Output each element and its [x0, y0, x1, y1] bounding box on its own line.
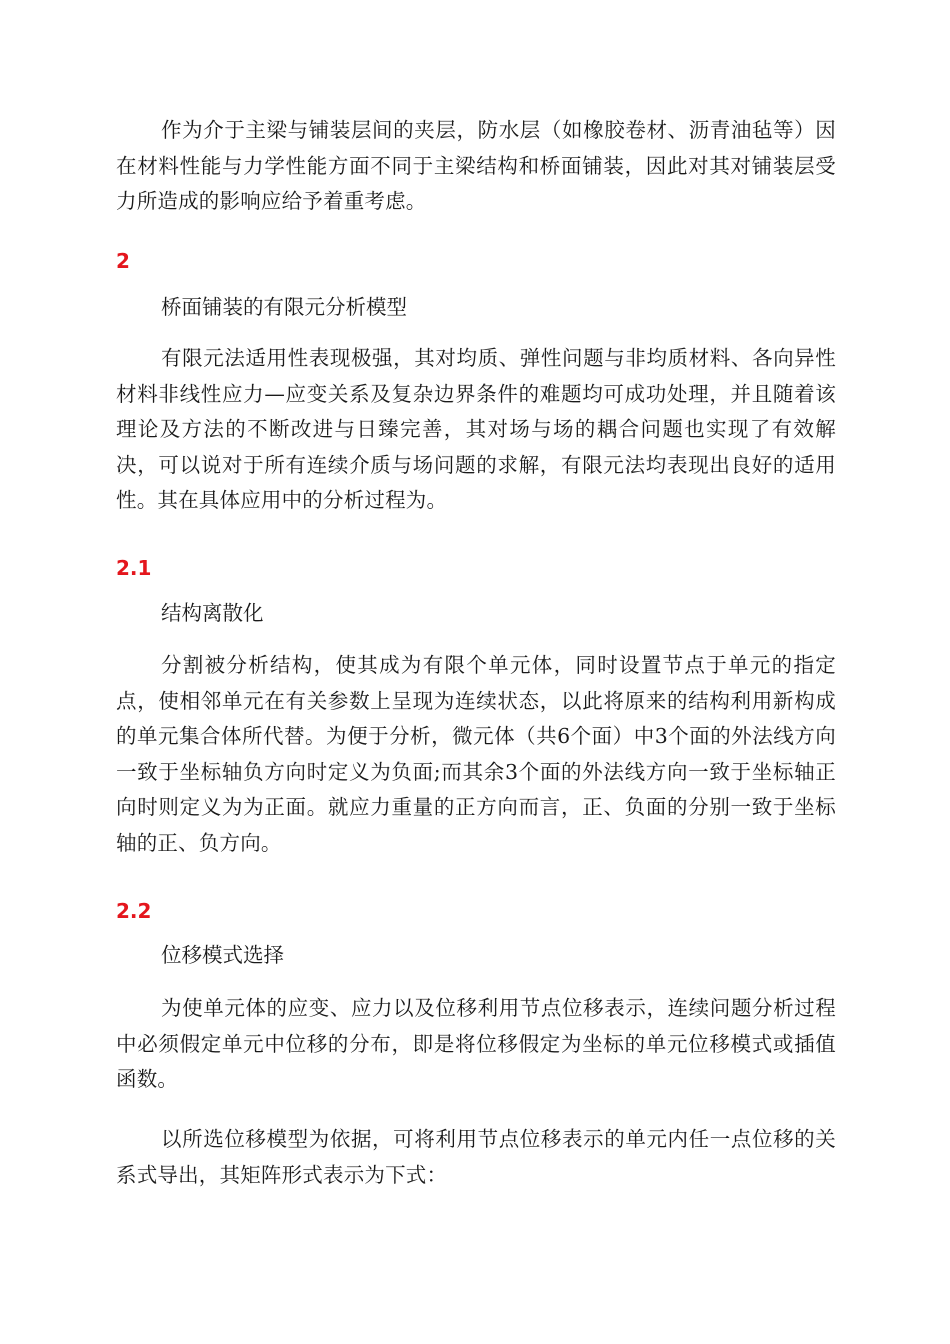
section-2-title: 桥面铺装的有限元分析模型 — [161, 295, 407, 319]
section-2-1-number: 2.1 — [116, 556, 152, 580]
section-2-2-number: 2.2 — [116, 899, 152, 923]
section-2-paragraph: 有限元法适用性表现极强，其对均质、弹性问题与非均质材料、各向异性材料非线性应力—应变关系及复杂边界条件的难题均可成功处理，并且随着该理论及方法的不断改进与日臻完善，其对场与场的耦合问题也实现了有效解决，可以说对于所有连续介质与场问题的求解，有限元法均表现出良好的适用性。其在具体应用中的分析过程为。 — [116, 346, 836, 512]
section-2-1-title: 结构离散化 — [161, 601, 264, 625]
intro-paragraph: 作为介于主梁与铺装层间的夹层，防水层（如橡胶卷材、沥青油毡等）因在材料性能与力学性能方面不同于主梁结构和桥面铺装，因此对其对铺装层受力所造成的影响应给予着重考虑。 — [116, 118, 836, 213]
section-2-2-title: 位移模式选择 — [161, 943, 284, 967]
section-2-2-paragraph-1: 为使单元体的应变、应力以及位移利用节点位移表示，连续问题分析过程中必须假定单元中位移的分布，即是将位移假定为坐标的单元位移模式或插值函数。 — [116, 996, 836, 1091]
section-2-1-paragraph: 分割被分析结构，使其成为有限个单元体，同时设置节点于单元的指定点，使相邻单元在有关参数上呈现为连续状态，以此将原来的结构利用新构成的单元集合体所代替。为便于分析，微元体（共6个面）中3个面的外法线方向一致于坐标轴负方向时定义为负面;而其余3个面的外法线方向一致于坐标轴正向时则定义为为正面。就应力重量的正方向而言，正、负面的分别一致于坐标轴的正、负方向。 — [116, 653, 836, 855]
section-2-2-paragraph-2: 以所选位移模型为依据，可将利用节点位移表示的单元内任一点位移的关系式导出，其矩阵形式表示为下式： — [116, 1127, 836, 1187]
section-2-number: 2 — [116, 249, 130, 273]
